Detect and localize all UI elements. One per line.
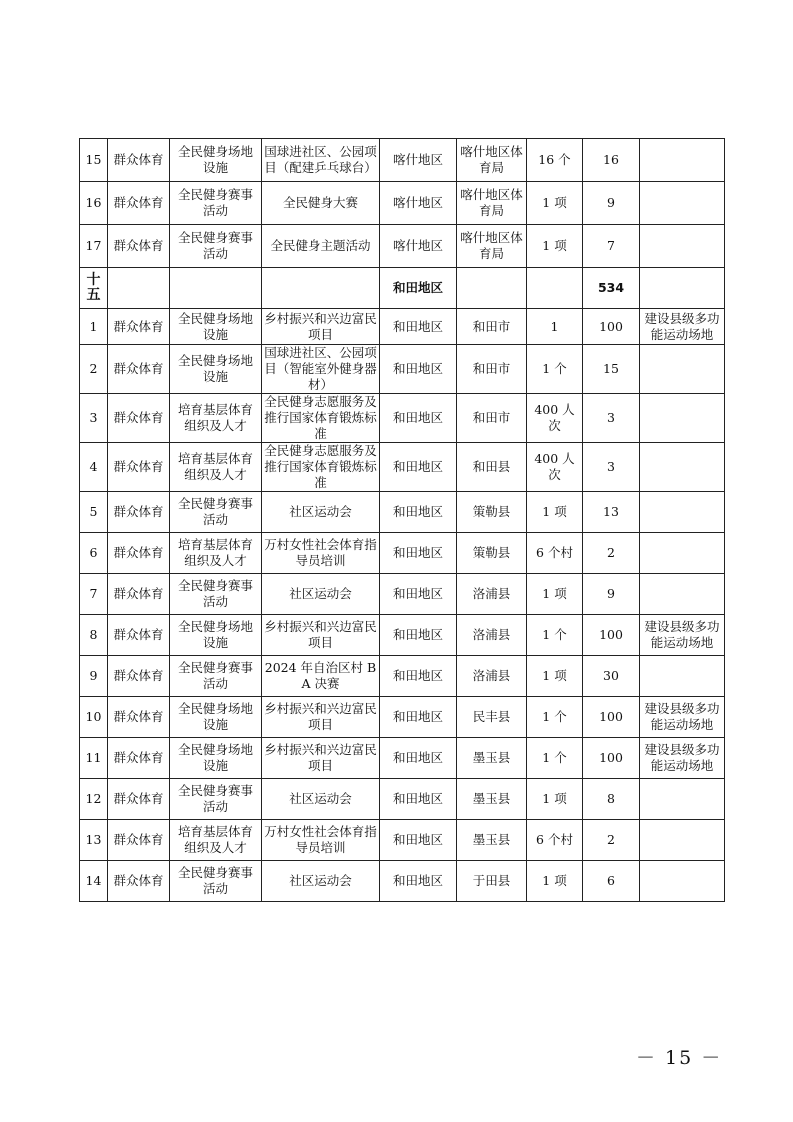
amount-cell: 2 [583,533,640,574]
type-cell: 全民健身赛事活动 [170,861,262,902]
quantity-cell: 400 人次 [527,443,583,492]
funding-table [79,138,725,902]
region-cell: 喀什地区 [380,182,457,225]
note-cell [640,394,725,443]
project-cell: 全民健身志愿服务及推行国家体育锻炼标准 [262,394,380,443]
unit-cell: 洛浦县 [457,656,527,697]
unit-cell: 墨玉县 [457,820,527,861]
type-cell: 全民健身场地设施 [170,139,262,182]
category-cell: 群众体育 [108,492,170,533]
unit-cell: 墨玉县 [457,738,527,779]
project-cell: 全民健身主题活动 [262,225,380,268]
note-cell [640,656,725,697]
quantity-cell: 1 项 [527,492,583,533]
type-cell: 全民健身场地设施 [170,615,262,656]
unit-cell: 策勒县 [457,533,527,574]
table-row [80,182,725,225]
row-number: 5 [80,492,108,533]
amount-cell: 100 [583,309,640,345]
quantity-cell: 16 个 [527,139,583,182]
table-row [80,861,725,902]
quantity-cell: 6 个村 [527,820,583,861]
note-cell: 建设县级多功能运动场地 [640,615,725,656]
type-cell: 全民健身赛事活动 [170,182,262,225]
project-cell: 社区运动会 [262,861,380,902]
row-number: 8 [80,615,108,656]
quantity-cell: 6 个村 [527,533,583,574]
table-row [80,615,725,656]
row-number: 12 [80,779,108,820]
region-cell: 和田地区 [380,394,457,443]
quantity-cell: 1 项 [527,574,583,615]
quantity-cell: 1 [527,309,583,345]
region-cell: 和田地区 [380,779,457,820]
section-region: 和田地区 [380,268,457,309]
note-cell [640,533,725,574]
note-cell [640,861,725,902]
project-cell: 万村女性社会体育指导员培训 [262,820,380,861]
unit-cell: 和田市 [457,394,527,443]
type-cell: 全民健身场地设施 [170,309,262,345]
category-cell: 群众体育 [108,225,170,268]
row-number: 4 [80,443,108,492]
quantity-cell: 1 项 [527,656,583,697]
project-cell: 社区运动会 [262,779,380,820]
amount-cell: 3 [583,394,640,443]
row-number: 2 [80,345,108,394]
table-row [80,820,725,861]
note-cell [640,139,725,182]
category-cell: 群众体育 [108,697,170,738]
type-cell: 全民健身场地设施 [170,345,262,394]
category-cell: 群众体育 [108,345,170,394]
note-cell [640,574,725,615]
unit-cell: 墨玉县 [457,779,527,820]
category-cell: 群众体育 [108,533,170,574]
table-row [80,574,725,615]
unit-cell: 于田县 [457,861,527,902]
project-cell: 乡村振兴和兴边富民项目 [262,697,380,738]
region-cell: 和田地区 [380,443,457,492]
row-number: 17 [80,225,108,268]
quantity-cell: 1 项 [527,861,583,902]
table-row [80,656,725,697]
region-cell: 和田地区 [380,574,457,615]
row-number: 9 [80,656,108,697]
page-number: － 15 － [636,1047,723,1069]
region-cell: 和田地区 [380,738,457,779]
note-cell [640,443,725,492]
type-cell: 全民健身场地设施 [170,738,262,779]
note-cell [640,492,725,533]
table-row [80,533,725,574]
unit-cell: 策勒县 [457,492,527,533]
category-cell: 群众体育 [108,779,170,820]
region-cell: 和田地区 [380,533,457,574]
section-row [80,268,725,309]
empty-cell [527,268,583,309]
amount-cell: 3 [583,443,640,492]
category-cell: 群众体育 [108,443,170,492]
type-cell: 全民健身赛事活动 [170,225,262,268]
row-number: 1 [80,309,108,345]
type-cell: 全民健身赛事活动 [170,492,262,533]
quantity-cell: 1 项 [527,182,583,225]
row-number: 15 [80,139,108,182]
amount-cell: 6 [583,861,640,902]
row-number: 14 [80,861,108,902]
row-number: 10 [80,697,108,738]
category-cell: 群众体育 [108,139,170,182]
table-row [80,779,725,820]
quantity-cell: 1 个 [527,738,583,779]
category-cell: 群众体育 [108,615,170,656]
amount-cell: 9 [583,574,640,615]
region-cell: 和田地区 [380,309,457,345]
note-cell [640,820,725,861]
category-cell: 群众体育 [108,309,170,345]
project-cell: 乡村振兴和兴边富民项目 [262,738,380,779]
unit-cell: 洛浦县 [457,615,527,656]
quantity-cell: 1 项 [527,779,583,820]
table-row [80,139,725,182]
amount-cell: 100 [583,738,640,779]
row-number: 7 [80,574,108,615]
table-row [80,394,725,443]
category-cell: 群众体育 [108,394,170,443]
row-number: 16 [80,182,108,225]
note-cell [640,225,725,268]
unit-cell: 洛浦县 [457,574,527,615]
region-cell: 和田地区 [380,656,457,697]
type-cell: 培育基层体育组织及人才 [170,443,262,492]
unit-cell: 喀什地区体育局 [457,225,527,268]
category-cell: 群众体育 [108,574,170,615]
table-row [80,492,725,533]
category-cell: 群众体育 [108,738,170,779]
category-cell: 群众体育 [108,861,170,902]
row-number: 3 [80,394,108,443]
project-cell: 2024 年自治区村 BA 决赛 [262,656,380,697]
unit-cell: 民丰县 [457,697,527,738]
region-cell: 和田地区 [380,697,457,738]
amount-cell: 16 [583,139,640,182]
table-row [80,309,725,345]
unit-cell: 和田市 [457,309,527,345]
empty-cell [108,268,170,309]
unit-cell: 和田市 [457,345,527,394]
type-cell: 全民健身赛事活动 [170,656,262,697]
region-cell: 和田地区 [380,345,457,394]
region-cell: 喀什地区 [380,225,457,268]
section-amount: 534 [583,268,640,309]
table-row [80,697,725,738]
type-cell: 全民健身赛事活动 [170,779,262,820]
empty-cell [640,268,725,309]
project-cell: 社区运动会 [262,492,380,533]
project-cell: 乡村振兴和兴边富民项目 [262,615,380,656]
section-number: 十五 [80,268,108,309]
unit-cell: 和田县 [457,443,527,492]
category-cell: 群众体育 [108,656,170,697]
amount-cell: 9 [583,182,640,225]
note-cell: 建设县级多功能运动场地 [640,697,725,738]
table-row [80,738,725,779]
project-cell: 乡村振兴和兴边富民项目 [262,309,380,345]
note-cell: 建设县级多功能运动场地 [640,309,725,345]
type-cell: 全民健身场地设施 [170,697,262,738]
quantity-cell: 1 个 [527,615,583,656]
empty-cell [170,268,262,309]
amount-cell: 100 [583,697,640,738]
project-cell: 万村女性社会体育指导员培训 [262,533,380,574]
unit-cell: 喀什地区体育局 [457,182,527,225]
amount-cell: 30 [583,656,640,697]
row-number: 13 [80,820,108,861]
note-cell [640,182,725,225]
type-cell: 培育基层体育组织及人才 [170,394,262,443]
region-cell: 喀什地区 [380,139,457,182]
amount-cell: 8 [583,779,640,820]
type-cell: 培育基层体育组织及人才 [170,820,262,861]
quantity-cell: 400 人次 [527,394,583,443]
type-cell: 培育基层体育组织及人才 [170,533,262,574]
project-cell: 国球进社区、公园项目（智能室外健身器材） [262,345,380,394]
category-cell: 群众体育 [108,182,170,225]
table-row [80,443,725,492]
empty-cell [457,268,527,309]
note-cell: 建设县级多功能运动场地 [640,738,725,779]
amount-cell: 7 [583,225,640,268]
note-cell [640,345,725,394]
amount-cell: 13 [583,492,640,533]
project-cell: 全民健身大赛 [262,182,380,225]
type-cell: 全民健身赛事活动 [170,574,262,615]
amount-cell: 2 [583,820,640,861]
row-number: 6 [80,533,108,574]
amount-cell: 15 [583,345,640,394]
table-row [80,345,725,394]
project-cell: 国球进社区、公园项目（配建乒乓球台） [262,139,380,182]
region-cell: 和田地区 [380,492,457,533]
category-cell: 群众体育 [108,820,170,861]
project-cell: 全民健身志愿服务及推行国家体育锻炼标准 [262,443,380,492]
quantity-cell: 1 项 [527,225,583,268]
amount-cell: 100 [583,615,640,656]
quantity-cell: 1 个 [527,697,583,738]
unit-cell: 喀什地区体育局 [457,139,527,182]
region-cell: 和田地区 [380,861,457,902]
table-row [80,225,725,268]
quantity-cell: 1 个 [527,345,583,394]
empty-cell [262,268,380,309]
region-cell: 和田地区 [380,820,457,861]
note-cell [640,779,725,820]
project-cell: 社区运动会 [262,574,380,615]
region-cell: 和田地区 [380,615,457,656]
row-number: 11 [80,738,108,779]
